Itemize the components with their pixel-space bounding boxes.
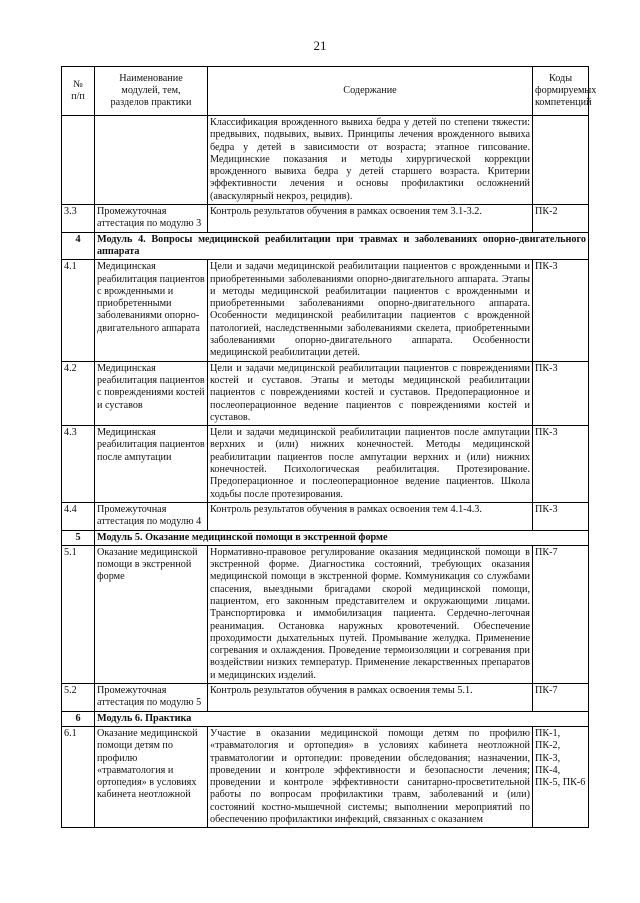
module-num: 5 [62,530,95,545]
module-row [62,711,589,726]
cell-content: Нормативно-правовое регулирование оказания медицинской помощи в экстренной форме. Диагностика состояний, требующих оказания медицинской помощи в экстренной форме. Коммуникация со службами спасения, выездными бригадами скорой медицинской помощи, пациентом, его законным представителем и окружающими лицами. Транспортировка и иммобилизация пациента. Сердечно-легочная реанимация. Остановка наружных кровотечений. Обеспечение проходимости дыхательных путей. Промывание желудка. Применение согревания и охлаждения. Проведение термоизоляции и согревания при воздействии низких температур. Применение лекарственных препаратов и медицинских изделий. [208,545,533,683]
header-codes: Коды формируемых компетенций [533,67,589,116]
cell-codes [533,116,589,205]
table-row [62,545,589,683]
module-title: Модуль 4. Вопросы медицинской реабилитации при травмах и заболеваниях опорно-двигательного аппарата [95,232,589,260]
module-num: 6 [62,711,95,726]
cell-num: 4.1 [62,260,95,361]
cell-codes: ПК-7 [533,684,589,712]
cell-content: Цели и задачи медицинской реабилитации пациентов с повреждениями костей и суставов. Этапы и методы медицинской реабилитации пациентов с повреждениями костей и суставов. Предоперационное и послеоперационное ведение пациентов с повреждениями костей и суставов. [208,361,533,425]
header-num: № п/п [62,67,95,116]
cell-name: Промежуточная аттестация по модулю 3 [95,205,208,233]
cell-codes: ПК-3 [533,260,589,361]
cell-num: 6.1 [62,726,95,827]
module-title: Модуль 6. Практика [95,711,589,726]
cell-content: Цели и задачи медицинской реабилитации пациентов с врожденными и приобретенными заболеваниями опорно-двигательного аппарата. Этапы и методы медицинской реабилитации пациентов с врожденными и приобретенными заболеваниями опорно-двигательного аппарата. Особенности медицинской реабилитации пациентов с врожденной патологией, наследственными заболеваниями скелета, приобретенными заболеваниями опорно-двигательного аппарата. Особенности медицинской реабилитации детей. [208,260,533,361]
cell-content: Контроль результатов обучения в рамках освоения темы 5.1. [208,684,533,712]
cell-num: 4.4 [62,502,95,530]
table-row [62,502,589,530]
cell-codes: ПК-3 [533,426,589,503]
table-row [62,205,589,233]
module-num: 4 [62,232,95,260]
cell-content: Классификация врожденного вывиха бедра у детей по степени тяжести: предвывих, подвывих, вывих. Принципы лечения врожденного вывиха бедра у детей в зависимости от возраста; этапное гипсование. Медицинские показания и методы хирургической коррекции врожденного вывиха бедра у детей старшего возраста. Критерии эффективности лечения и основы профилактики осложнений (аваскулярный некроз, рецидив). [208,116,533,205]
cell-content: Контроль результатов обучения в рамках освоения тем 3.1-3.2. [208,205,533,233]
cell-name: Промежуточная аттестация по модулю 5 [95,684,208,712]
cell-codes: ПК-3 [533,361,589,425]
cell-content: Цели и задачи медицинской реабилитации пациентов после ампутации верхних и (или) нижних конечностей. Методы медицинской реабилитации пациентов после ампутации верхних и (или) нижних конечностей. Психологическая реабилитация. Протезирование. Предоперационное и послеоперационное ведение пациентов. Школа ходьбы после протезирования. [208,426,533,503]
header-name: Наименование модулей, тем, разделов практики [95,67,208,116]
cell-name [95,116,208,205]
cell-name: Медицинская реабилитация пациентов с врожденными и приобретенными заболеваниями опорно-двигательного аппарата [95,260,208,361]
module-row [62,530,589,545]
table-row [62,116,589,205]
cell-codes: ПК-7 [533,545,589,683]
table-row [62,684,589,712]
table-header-row [62,67,589,116]
cell-num: 5.1 [62,545,95,683]
cell-name: Оказание медицинской помощи детям по профилю «травматология и ортопедия» в условиях кабинета неотложной [95,726,208,827]
page-number: 21 [313,38,327,53]
table-row [62,361,589,425]
curriculum-table [61,66,597,828]
cell-num: 4.2 [62,361,95,425]
cell-codes: ПК-2 [533,205,589,233]
cell-content: Участие в оказании медицинской помощи детям по профилю «травматология и ортопедия» в условиях кабинета неотложной травматологии и ортопедии: проведении обследования; назначении, проведении и контроле эффективности и безопасности лечения; проведении и контроле эффективности санитарно-просветительной работы по вопросам профилактики травм, заболеваний и (или) состояний костно-мышечной системы; выполнении мероприятий по обеспечению профилактики инфекций, связанных с оказанием [208,726,533,827]
cell-codes: ПК-1, ПК-2, ПК-3, ПК-4, ПК-5, ПК-6 [533,726,589,827]
cell-name: Медицинская реабилитация пациентов с повреждениями костей и суставов [95,361,208,425]
module-title: Модуль 5. Оказание медицинской помощи в экстренной форме [95,530,589,545]
cell-name: Промежуточная аттестация по модулю 4 [95,502,208,530]
cell-num [62,116,95,205]
cell-name: Медицинская реабилитация пациентов после ампутации [95,426,208,503]
cell-name: Оказание медицинской помощи в экстренной форме [95,545,208,683]
table-row [62,726,589,827]
cell-content: Контроль результатов обучения в рамках освоения тем 4.1-4.3. [208,502,533,530]
module-row [62,232,589,260]
cell-codes: ПК-3 [533,502,589,530]
cell-num: 4.3 [62,426,95,503]
table-row [62,426,589,503]
header-content: Содержание [208,67,533,116]
table-row [62,260,589,361]
cell-num: 3.3 [62,205,95,233]
cell-num: 5.2 [62,684,95,712]
